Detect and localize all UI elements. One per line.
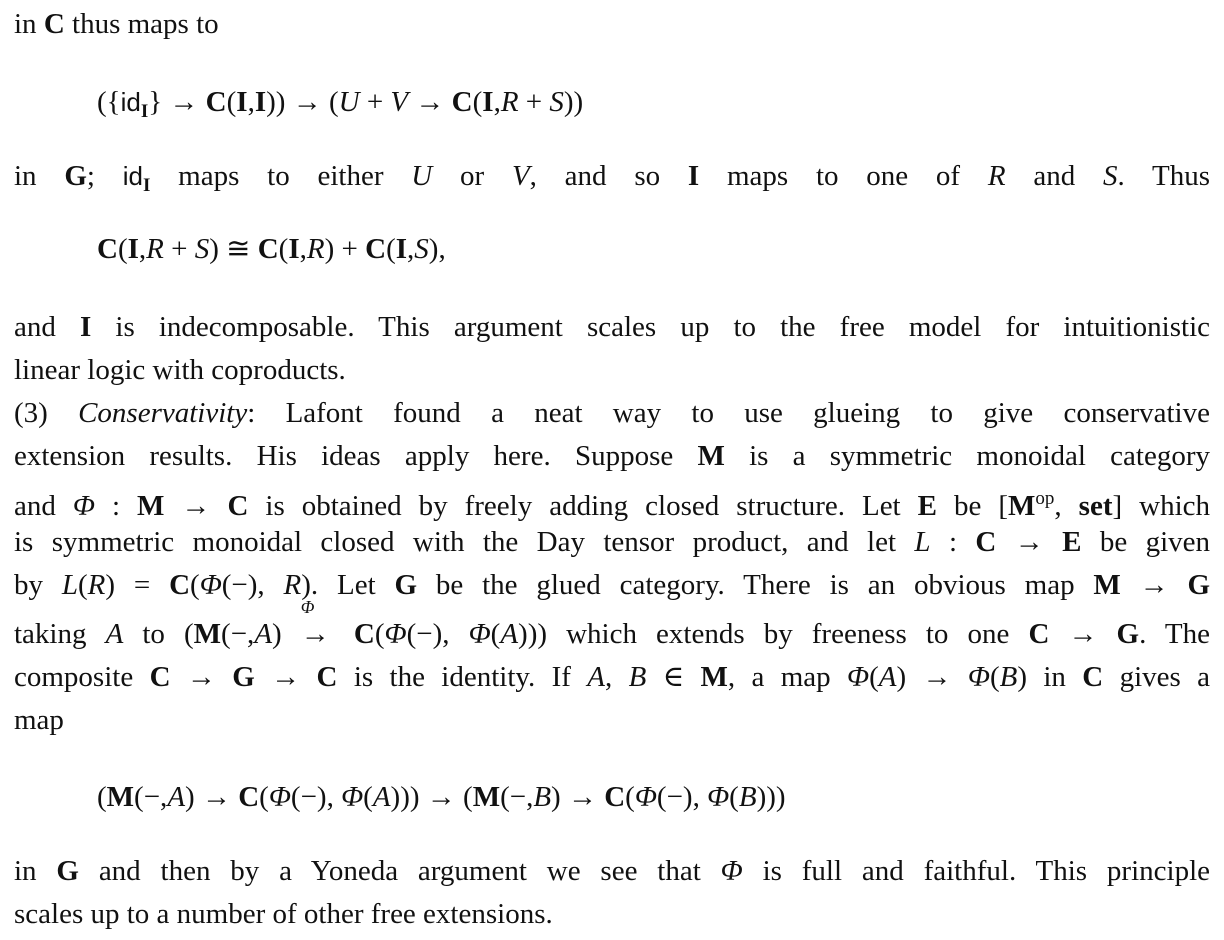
text-span: Φ: [384, 618, 407, 650]
text-span: (−),: [290, 781, 342, 813]
text-line: [14, 395, 1210, 431]
text-span: . Thus: [1117, 160, 1210, 192]
text-line: [14, 352, 1210, 388]
text-span: →: [408, 86, 452, 118]
text-span: (: [490, 618, 501, 650]
display-equation: [97, 777, 786, 817]
text-span: (: [117, 233, 128, 265]
text-span: [300, 597, 335, 652]
text-span: ) +: [324, 233, 366, 265]
text-span: L: [914, 526, 931, 558]
text-span: is symmetric monoidal closed with the Day tensor product, and let: [14, 526, 915, 558]
text-span: ) ≅: [209, 233, 258, 265]
text-span: Φ: [720, 855, 743, 887]
text-span: ) =: [105, 569, 170, 601]
text-span: composite: [14, 661, 150, 693]
text-span: I: [254, 86, 267, 118]
display-equation: [97, 82, 583, 122]
text-span: )): [563, 86, 584, 118]
text-span: op: [1035, 488, 1055, 509]
text-span: : Lafont found a neat way to use glueing to give conservative: [247, 397, 1210, 429]
text-span: and: [14, 311, 80, 343]
text-span: I: [236, 86, 248, 118]
text-span: (−),: [656, 781, 708, 813]
text-span: B: [628, 661, 647, 693]
text-span: , and so: [529, 160, 688, 192]
text-span: (−,: [221, 618, 255, 650]
text-span: B: [533, 781, 552, 813]
text-span: →: [170, 661, 233, 693]
text-span: S: [414, 233, 429, 265]
text-span: →: [254, 661, 317, 693]
text-span: (: [363, 781, 373, 813]
text-span: Φ: [468, 618, 491, 650]
text-span: U: [338, 86, 360, 118]
text-span: (: [869, 661, 879, 693]
text-span: I: [127, 233, 139, 265]
text-span: +: [518, 86, 550, 118]
text-span: (−),: [406, 618, 469, 650]
text-span: →: [1120, 569, 1188, 601]
text-span: ,: [299, 233, 307, 265]
text-span: G: [232, 661, 255, 693]
text-span: ,: [138, 233, 147, 265]
text-span: R: [283, 569, 302, 601]
text-span: Φ: [707, 781, 730, 813]
text-span: (−,: [500, 781, 534, 813]
text-span: is indecomposable. This argument scales up to the free model for intuitionistic: [91, 311, 1211, 343]
text-line: [14, 481, 1211, 522]
text-span: (: [259, 781, 269, 813]
text-span: S: [1103, 160, 1118, 192]
text-line: [14, 702, 1210, 738]
text-span: R: [306, 233, 325, 265]
text-span: A: [587, 661, 606, 693]
text-span: U: [411, 160, 433, 192]
text-span: C: [1028, 618, 1050, 650]
text-span: :: [94, 490, 138, 522]
text-span: →: [164, 490, 228, 522]
text-span: ∈: [646, 661, 701, 693]
text-span: L: [61, 569, 78, 601]
text-span: ). Let: [301, 569, 395, 601]
display-equation: [97, 229, 446, 269]
text-span: map: [14, 704, 64, 736]
text-line: [14, 567, 1210, 603]
text-span: A: [500, 618, 519, 650]
text-span: I: [288, 233, 300, 265]
text-span: C: [257, 233, 279, 265]
text-span: ,: [1054, 490, 1079, 522]
text-span: M: [137, 490, 165, 522]
text-span: →: [1049, 618, 1117, 650]
text-line: [14, 896, 1210, 932]
text-span: A: [372, 781, 391, 813]
text-span: C: [451, 86, 473, 118]
text-span: } →: [148, 86, 206, 118]
text-span: (: [77, 569, 88, 601]
text-span: ): [272, 618, 301, 650]
text-span: B: [738, 781, 757, 813]
text-span: be the glued category. There is an obvious map: [417, 569, 1094, 601]
text-line: [14, 6, 1210, 42]
text-span: (: [729, 781, 739, 813]
text-span: extension results. His ideas apply here. Suppose: [14, 440, 698, 472]
text-line: [14, 438, 1210, 474]
text-span: Φ: [72, 490, 95, 522]
text-span: M: [1008, 490, 1036, 522]
text-span: I: [687, 160, 700, 192]
text-span: E: [917, 490, 937, 522]
text-span: maps to either: [150, 160, 412, 192]
text-span: thus maps to: [64, 8, 219, 40]
text-span: (: [278, 233, 289, 265]
text-line: [14, 309, 1210, 345]
text-span: C: [97, 233, 118, 265]
text-span: S: [549, 86, 564, 118]
text-span: M: [106, 781, 135, 813]
text-span: A: [167, 781, 186, 813]
text-span: +: [359, 86, 391, 118]
text-span: E: [1062, 526, 1082, 558]
text-span: C: [975, 526, 997, 558]
text-span: C: [1082, 661, 1104, 693]
text-span: ({: [97, 86, 121, 118]
text-span: be given: [1081, 526, 1211, 558]
text-span: (−,: [134, 781, 168, 813]
text-span: C: [238, 781, 260, 813]
text-span: and then by a Yoneda argument we see that: [78, 855, 721, 887]
text-span: (: [989, 661, 1000, 693]
text-span: )) → (: [266, 86, 339, 118]
text-span: G: [64, 160, 87, 192]
text-span: ))): [756, 781, 786, 813]
text-span: C: [43, 8, 65, 40]
text-span: R: [987, 160, 1006, 192]
text-line: [14, 853, 1210, 889]
text-span: be [: [936, 490, 1009, 522]
text-span: ))) which extends by freeness to one: [518, 618, 1029, 650]
text-span: Φ: [634, 781, 657, 813]
text-span: I: [80, 311, 92, 343]
text-span: ) →: [185, 781, 239, 813]
text-span: (: [472, 86, 483, 118]
text-span: (: [97, 781, 107, 813]
text-span: and: [1005, 160, 1103, 192]
text-span: A: [254, 618, 273, 650]
text-span: or: [432, 160, 512, 192]
text-span: R: [500, 86, 519, 118]
text-span: is the identity. If: [337, 661, 588, 693]
text-span: C: [149, 661, 171, 693]
text-span: →: [996, 526, 1063, 558]
text-span: ,: [247, 86, 255, 118]
text-span: C: [604, 781, 626, 813]
text-span: is a symmetric monoidal category: [724, 440, 1210, 472]
text-span: M: [700, 661, 728, 693]
text-span: maps to one of: [699, 160, 988, 192]
text-line: [14, 524, 1210, 560]
text-span: (: [190, 569, 200, 601]
text-span: A: [878, 661, 897, 693]
text-span: C: [169, 569, 191, 601]
text-span: [335, 618, 354, 650]
text-span: S: [194, 233, 210, 265]
text-span: id: [120, 87, 141, 117]
text-line: [14, 158, 1210, 194]
text-span: in: [14, 855, 57, 887]
text-span: I: [140, 101, 149, 122]
text-span: (: [374, 618, 385, 650]
text-span: M: [1093, 569, 1121, 601]
text-span: ] which: [1112, 490, 1211, 522]
text-span: in: [14, 160, 65, 192]
text-span: ) in: [1017, 661, 1083, 693]
text-span: Φ: [268, 781, 291, 813]
text-span: ;: [86, 160, 123, 192]
text-span: G: [394, 569, 418, 601]
text-span: Φ: [199, 569, 222, 601]
text-span: taking: [14, 618, 106, 650]
text-span: Φ: [967, 661, 990, 693]
text-span: Φ: [847, 661, 870, 693]
text-span: linear logic with coproducts.: [14, 354, 346, 386]
text-line: [14, 659, 1210, 695]
text-span: A: [105, 618, 124, 650]
text-span: set: [1078, 490, 1113, 522]
text-span: +: [163, 233, 195, 265]
text-span: Conservativity: [78, 397, 248, 429]
text-span: C: [227, 490, 249, 522]
text-span: , a map: [727, 661, 848, 693]
text-span: G: [56, 855, 79, 887]
text-span: ) →: [896, 661, 968, 693]
text-span: C: [365, 233, 387, 265]
text-span: is full and faithful. This principle: [742, 855, 1210, 887]
text-span: Φ: [341, 781, 364, 813]
text-span: (3): [14, 397, 79, 429]
text-span: :: [930, 526, 976, 558]
text-span: ,: [605, 661, 629, 693]
text-span: R: [87, 569, 106, 601]
text-span: (−),: [221, 569, 284, 601]
text-span: (: [386, 233, 396, 265]
text-span: and: [14, 490, 73, 522]
text-line: [14, 597, 1210, 652]
text-span: R: [146, 233, 164, 265]
arrow-label: Φ: [300, 597, 315, 617]
text-span: . The: [1139, 618, 1210, 650]
arrow-glyph: →: [300, 618, 330, 650]
text-span: C: [353, 618, 375, 650]
text-span: V: [511, 160, 530, 192]
text-span: id: [122, 161, 143, 191]
text-span: ) →: [551, 781, 605, 813]
text-span: (: [625, 781, 635, 813]
text-span: M: [697, 440, 725, 472]
text-span: V: [390, 86, 409, 118]
text-span: I: [143, 175, 151, 196]
text-span: in: [14, 8, 44, 40]
text-span: ,: [407, 233, 415, 265]
text-span: C: [316, 661, 338, 693]
text-span: to (: [123, 618, 194, 650]
text-span: G: [1187, 569, 1211, 601]
text-span: scales up to a number of other free extensions.: [14, 898, 553, 930]
text-span: I: [482, 86, 494, 118]
text-span: C: [205, 86, 227, 118]
text-span: by: [14, 569, 62, 601]
text-span: ,: [493, 86, 501, 118]
text-span: M: [472, 781, 501, 813]
text-span: I: [395, 233, 408, 265]
text-span: B: [999, 661, 1018, 693]
text-span: (: [226, 86, 237, 118]
text-span: ),: [428, 233, 446, 265]
text-span: ))) → (: [390, 781, 473, 813]
text-span: gives a: [1103, 661, 1211, 693]
text-span: M: [193, 618, 222, 650]
text-span: G: [1116, 618, 1140, 650]
text-span: is obtained by freely adding closed structure. Let: [248, 490, 918, 522]
